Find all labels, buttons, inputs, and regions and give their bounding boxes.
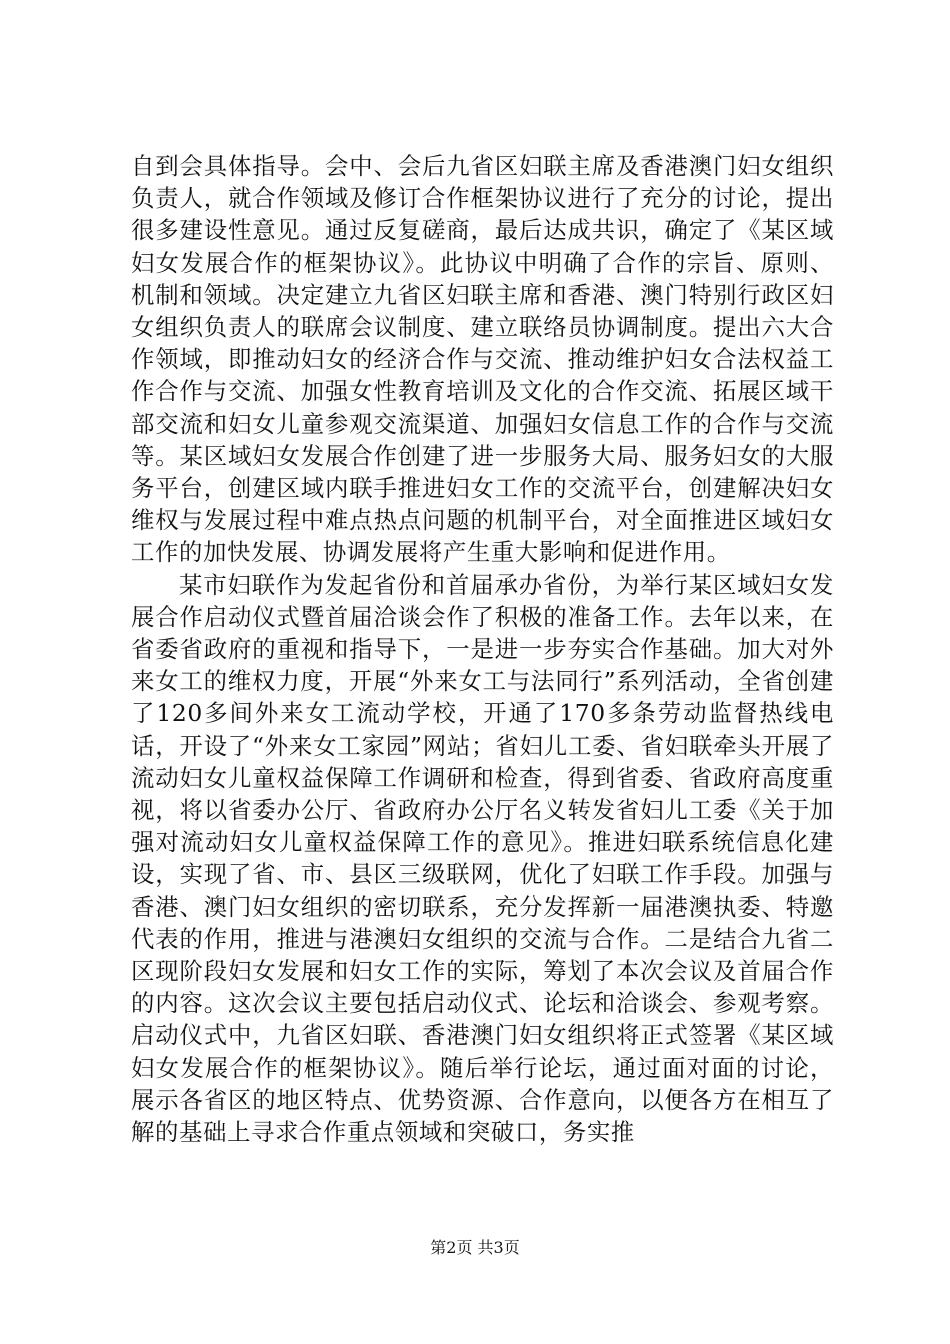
body-paragraph-2: 某市妇联作为发起省份和首届承办省份，为举行某区域妇女发展合作启动仪式暨首届洽谈会作了积极的准备工作。去年以来，在省委省政府的重视和指导下，一是进一步夯实合作基础。加大对外来女工的维权力度，开展“外来女工与法同行”系列活动，全省创建了120多间外来女工流动学校，开通了170多条劳动监督热线电话，开设了“外来女工家园”网站；省妇儿工委、省妇联牵头开展了流动妇女儿童权益保障工作调研和检查，得到省委、省政府高度重视，将以省委办公厅、省政府办公厅名义转发省妇儿工委《关于加强对流动妇女儿童权益保障工作的意见》。推进妇联系统信息化建设，实现了省、市、县区三级联网，优化了妇联工作手段。加强与香港、澳门妇女组织的密切联系，充分发挥新一届港澳执委、特邀代表的作用，推进与港澳妇女组织的交流与合作。二是结合九省二区现阶段妇女发展和妇女工作的实际，筹划了本次会议及首届合作的内容。这次会议主要包括启动仪式、论坛和洽谈会、参观考察。启动仪式中，九省区妇联、香港澳门妇女组织将正式签署《某区域妇女发展合作的框架协议》。随后举行论坛，通过面对面的讨论，展示各省区的地区特点、优势资源、合作意向，以便各方在相互了解的基础上寻求合作重点领域和突破口，务实推 xyxy=(131,570,834,1147)
document-body xyxy=(131,150,834,1148)
body-paragraph-1: 自到会具体指导。会中、会后九省区妇联主席及香港澳门妇女组织负责人，就合作领域及修订合作框架协议进行了充分的讨论，提出很多建设性意见。通过反复磋商，最后达成共识，确定了《某区域妇女发展合作的框架协议》。此协议中明确了合作的宗旨、原则、机制和领域。决定建立九省区妇联主席和香港、澳门特别行政区妇女组织负责人的联席会议制度、建立联络员协调制度。提出六大合作领域，即推动妇女的经济合作与交流、推动维护妇女合法权益工作合作与交流、加强女性教育培训及文化的合作交流、拓展区域干部交流和妇女儿童参观交流渠道、加强妇女信息工作的合作与交流等。某区域妇女发展合作创建了进一步服务大局、服务妇女的大服务平台，创建区域内联手推进妇女工作的交流平台，创建解决妇女维权与发展过程中难点热点问题的机制平台，对全面推进区域妇女工作的加快发展、协调发展将产生重大影响和促进作用。 xyxy=(131,152,834,567)
page-footer: 第2页 共3页 xyxy=(430,1238,520,1257)
